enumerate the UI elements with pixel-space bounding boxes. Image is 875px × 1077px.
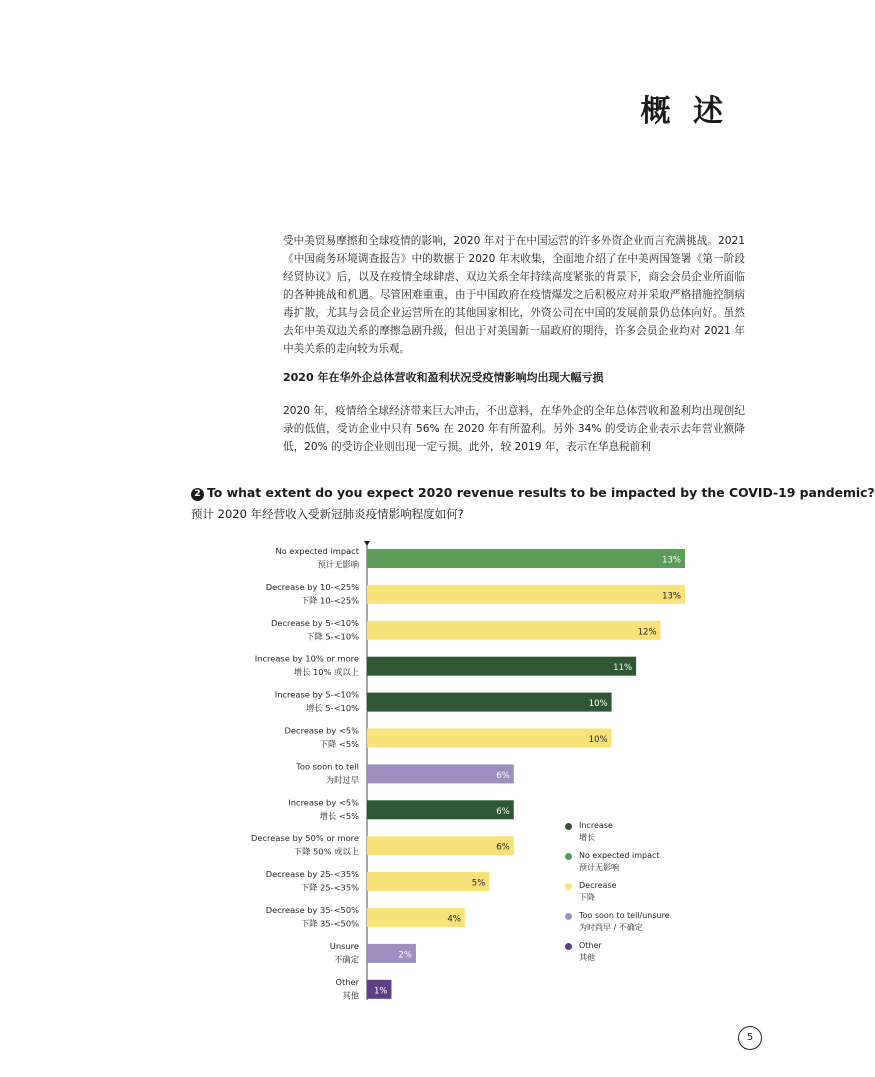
category-label-cn: 其他 (342, 990, 359, 1001)
legend-label-cn: 下降 (579, 893, 595, 902)
bar-value-label: 13% (662, 555, 681, 566)
bar-value-label: 11% (613, 663, 633, 674)
chart-question-cn: 预计 2020 年经营收入受新冠肺炎疫情影响程度如何? (191, 507, 464, 521)
question-number-badge: 2 (191, 488, 204, 501)
bar-value-label: 6% (496, 806, 510, 817)
legend-item (564, 940, 670, 970)
category-label-en: Too soon to tell (296, 761, 359, 772)
legend-item (564, 820, 670, 850)
category-label-en: Decrease by 10-<25% (265, 581, 359, 592)
section-subheading: 2020 年在华外企总体营收和盈利状况受疫情影响均出现大幅亏损 (283, 371, 604, 384)
category-label-en: Increase by 5-<10% (274, 689, 359, 700)
category-label-cn: 为时过早 (325, 774, 359, 785)
bar-value-label: 6% (496, 842, 510, 853)
legend-label-cn: 其他 (579, 953, 595, 962)
category-label-cn: 下降 25-<35% (300, 882, 359, 893)
chart-bar (367, 836, 514, 855)
legend-item (564, 880, 670, 910)
category-label-en: Decrease by <5% (284, 725, 359, 736)
question-en-text: To what extent do you expect 2020 revenue results to be impacted by the COVID-19 pandemic? (207, 485, 875, 500)
legend-label-en: No expected impact (579, 851, 660, 860)
bar-value-label: 2% (398, 950, 412, 961)
legend-label-en: Too soon to tell/unsure (579, 911, 670, 920)
intro-paragraph: 受中美贸易摩擦和全球疫情的影响，2020 年对于在中国运营的许多外资企业而言充满挑战。2021《中国商务环境调查报告》中的数据于 2020 年末收集，全面地介绍了在中美两国签署《第一阶段经贸协议》后，以及在疫情全球肆虐、双边关系全年持续高度紧张的背景下，商会会员企业所面临的各种挑战和机遇。尽管困难重重，由于中国政府在疫情爆发之后积极应对并采取严格措施控制病毒扩散，尤其与会员企业运营所在的其他国家相比，外资公司在中国的发展前景仍总体向好。虽然去年中美双边关系的摩擦急剧升级，但出于对美国新一届政府的期待，许多会员企业均对 2021 年中美关系的走向较为乐观。 (283, 235, 745, 355)
legend-label-en: Other (579, 941, 602, 950)
category-label-cn: 不确定 (334, 954, 359, 965)
chart-bar (367, 693, 612, 712)
category-label-en: Decrease by 35-<50% (265, 905, 359, 915)
category-label-en: Increase by <5% (288, 797, 359, 808)
revenue-paragraph: 2020 年，疫情给全球经济带来巨大冲击，不出意料，在华外企的全年总体营收和盈利均出现创纪录的低值，受访企业中只有 56% 在 2020 年有所盈利。另外 34% 的受访企业表示去年营业额降低，20% 的受访企业则出现一定亏损。此外，较 2019 年，表示在华息税前利 (283, 405, 745, 453)
category-label-en: Decrease by 5-<10% (270, 617, 359, 628)
page-title: 概 述 (640, 94, 729, 129)
bar-value-label: 12% (637, 627, 657, 638)
category-label-en: Decrease by 50% or more (250, 833, 359, 844)
legend-label-cn: 增长 (579, 833, 595, 842)
chart-bar (367, 800, 514, 819)
bar-value-label: 13% (662, 591, 681, 602)
category-label-cn: 下降 50% 或以上 (293, 846, 359, 857)
bar-value-label: 6% (496, 770, 510, 781)
category-label-cn: 增长 10% 或以上 (293, 667, 359, 678)
bar-value-label: 5% (471, 878, 486, 889)
bar-value-label: 10% (588, 699, 608, 710)
legend-swatch (565, 943, 572, 950)
legend-swatch (565, 853, 572, 860)
legend-label-cn: 预计无影响 (579, 863, 619, 872)
bar-value-label: 10% (588, 735, 608, 745)
category-label-en: Increase by 10% or more (254, 653, 359, 664)
category-label-cn: 增长 5-<10% (306, 703, 359, 714)
legend-swatch (565, 823, 572, 830)
category-label-en: Other (335, 976, 359, 987)
chart-bar (367, 764, 514, 783)
category-label-cn: 增长 <5% (319, 810, 359, 821)
page-number: 5 (738, 1026, 762, 1050)
legend-item (564, 910, 670, 940)
chart-legend (564, 820, 670, 970)
category-label-en: Unsure (329, 940, 359, 951)
legend-item (564, 850, 670, 880)
axis-marker-icon (364, 541, 370, 546)
legend-label-en: Decrease (579, 881, 617, 890)
category-label-en: Decrease by 25-<35% (265, 869, 359, 880)
chart-bar (367, 729, 612, 748)
legend-swatch (565, 883, 572, 890)
category-label-cn: 下降 35-<50% (300, 918, 359, 929)
chart-bar (367, 549, 685, 568)
legend-label-cn: 为时尚早 / 不确定 (579, 923, 643, 932)
category-label-cn: 下降 5-<10% (306, 631, 359, 642)
category-label-cn: 下降 <5% (319, 739, 359, 749)
chart-bar (367, 621, 661, 640)
legend-label-en: Increase (579, 821, 613, 830)
legend-swatch (565, 913, 572, 920)
category-label-cn: 预计无影响 (317, 559, 359, 570)
chart-bar (367, 585, 685, 604)
category-label-cn: 下降 10-<25% (300, 595, 359, 606)
chart-bar (367, 657, 636, 676)
bar-value-label: 1% (373, 986, 388, 997)
category-label-en: No expected impact (275, 546, 359, 556)
bar-value-label: 4% (447, 914, 461, 925)
